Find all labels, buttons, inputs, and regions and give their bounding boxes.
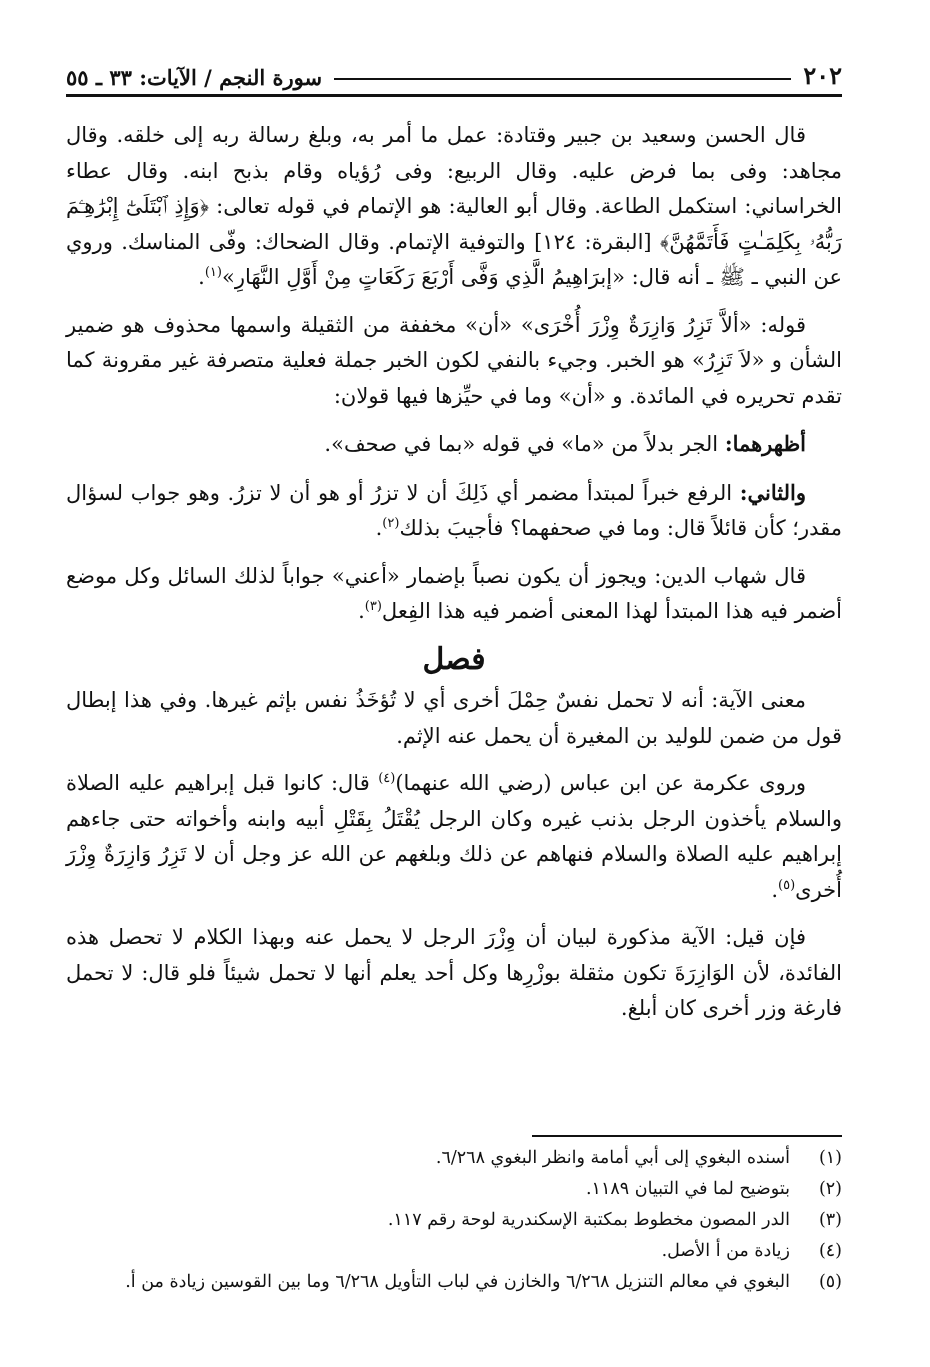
paragraph-7-end: . [771, 877, 779, 902]
paragraph-3 [66, 426, 842, 463]
footnote-ref-2: (٢) [382, 516, 400, 531]
paragraph-3-label: أظهرهما: [724, 431, 806, 456]
footnote-ref-3: (٣) [364, 599, 382, 614]
paragraph-2: قوله: «ألاَّ تَزِرُ وَازِرَةٌ وِزْرَ أُخْرَى» «أن» مخففة من الثقيلة واسمها محذوف هو ضمير الشأن و «لاَ تَزِرُ» هو الخبر. وجيء بالنفي لكون الخبر جملة فعلية متصرفة غير مقرونة كما تقدم تحريره في المائدة. و «أن» وما في حيِّزها فيها قولان: [66, 312, 842, 408]
footnote-separator [532, 1135, 842, 1137]
footnote-text: بتوضيح لما في التبيان ١١٨٩. [585, 1179, 790, 1199]
paragraph-4-end: . [375, 516, 383, 540]
footnote-number: (١) [818, 1148, 842, 1168]
paragraph-6: معنى الآية: أنه لا تحمل نفسٌ حِمْلَ أخرى أي لا تُؤخَذُ نفس بإثم غيرها. وفي هذا إبطال قول من ضمن للوليد بن المغيرة أن يحمل عنه الإثم. [66, 688, 842, 748]
paragraph-1 [66, 118, 842, 296]
paragraph-7-intro: وروى عكرمة عن ابن عباس (رضي الله عنهما) [395, 771, 806, 795]
footnote-number: (٢) [818, 1179, 842, 1199]
paragraph-8: فإن قيل: الآية مذكورة لبيان أن وِزْرَ الرجل لا يحمل عنه وبهذا الكلام لا تحصل هذه الفائدة، لأن الوَازِرَةَ تكون مثقلة بوزْرِها وكل أحد يعلم أنها لا تحمل شيئاً فلو قال: لا تحمل فارغة وزر أخرى كان أبلغ. [66, 925, 842, 1020]
header-rule [334, 78, 791, 80]
footnote [66, 1205, 842, 1236]
footnote-text: البغوي في معالم التنزيل ٦/٢٦٨ والخازن في لباب التأويل ٦/٢٦٨ وما بين القوسين زيادة من أ. [125, 1272, 790, 1292]
footnote [66, 1143, 842, 1174]
page-number: ٢٠٢ [803, 61, 842, 90]
paragraph-1-end: . [198, 265, 205, 289]
section-heading: فصل [422, 641, 486, 677]
footnote [66, 1236, 842, 1267]
footnote [66, 1174, 842, 1205]
footnote-number: (٣) [818, 1210, 842, 1230]
paragraph-5 [66, 559, 842, 630]
footnote-number: (٤) [818, 1241, 842, 1261]
paragraph-3-text: الجر بدلاً من «ما» في قوله «بما في صحف». [324, 432, 725, 456]
footnote-number: (٥) [818, 1272, 842, 1292]
footnote-text: زيادة من أ الأصل. [661, 1241, 790, 1261]
paragraph-7 [66, 766, 842, 908]
paragraph-7-text: قال: كانوا قبل إبراهيم عليه الصلاة والسلام يأخذون الرجل بذنب غيره وكان الرجل يُقْتَلُ بِقَتْلِ أبيه وابنه وأخواته حتى جاءهم إبراهيم عليه الصلاة والسلام فنهاهم عن ذلك وبلغهم عن الله عز وجل أن لا تَزِرُ وَازِرَةٌ وِزْرَ أُخرى [66, 771, 842, 902]
paragraph-5-end: . [358, 599, 365, 623]
paragraph-4 [66, 475, 842, 547]
running-title: سورة النجم / الآيات: ٣٣ ـ ٥٥ [66, 65, 323, 90]
footnotes [66, 1143, 842, 1298]
footnote-ref-5: (٥) [778, 877, 796, 893]
footnote-ref-1: (١) [204, 265, 222, 280]
main-text [66, 118, 842, 1039]
footnote-ref-4: (٤) [378, 771, 396, 786]
paragraph-5-text: قال شهاب الدين: ويجوز أن يكون نصباً بإضمار «أعني» جواباً لذلك السائل وكل موضع أضمر فيه هذا المبتدأ لهذا المعنى أضمر فيه هذا الفِعل [66, 563, 842, 623]
footnote-text: الدر المصون مخطوط بمكتبة الإسكندرية لوحة رقم ١١٧. [387, 1210, 790, 1230]
paragraph-1-text: قال الحسن وسعيد بن جبير وقتادة: عمل ما أمر به، وبلغ رسالة ربه إلى خلقه. وقال مجاهد: وفى بما فرض عليه. وقال الربيع: وفى رُؤياه وقام بذبح ابنه. وقال عطاء الخراساني: استكمل الطاعة. وقال أبو العالية: هو الإتمام في قوله تعالى: ﴿وَإِذِ ٱبْتَلَىٰٓ إِبْرَٰهِـۧمَ رَبُّهُۥ بِكَلِمَـٰتٍ فَأَتَمَّهُنَّ﴾ [البقرة: ١٢٤] والتوفية الإتمام. وقال الضحاك: وفّى المناسك. وروي عن النبي ـ ﷺ ـ أنه قال: «إبرَاهِيمُ الَّذِي وَفَّى أَرْبَعَ رَكَعَاتٍ مِنْ أَوَّلِ النَّهَارِ» [66, 123, 842, 289]
page-header [66, 48, 842, 97]
footnote-text: أسنده البغوي إلى أبي أمامة وانظر البغوي ٦/٢٦٨. [435, 1148, 790, 1168]
paragraph-4-text: الرفع خبراً لمبتدأ مضمر أي ذَلِكَ أن لا تزرُ أو هو أن لا تزرُ. وهو جواب لسؤال مقدر؛ كأن قائلاً قال: وما في صحفهما؟ فأجيبَ بذلك [66, 480, 842, 540]
footnote [66, 1267, 842, 1298]
paragraph-4-label: والثاني: [739, 479, 806, 505]
